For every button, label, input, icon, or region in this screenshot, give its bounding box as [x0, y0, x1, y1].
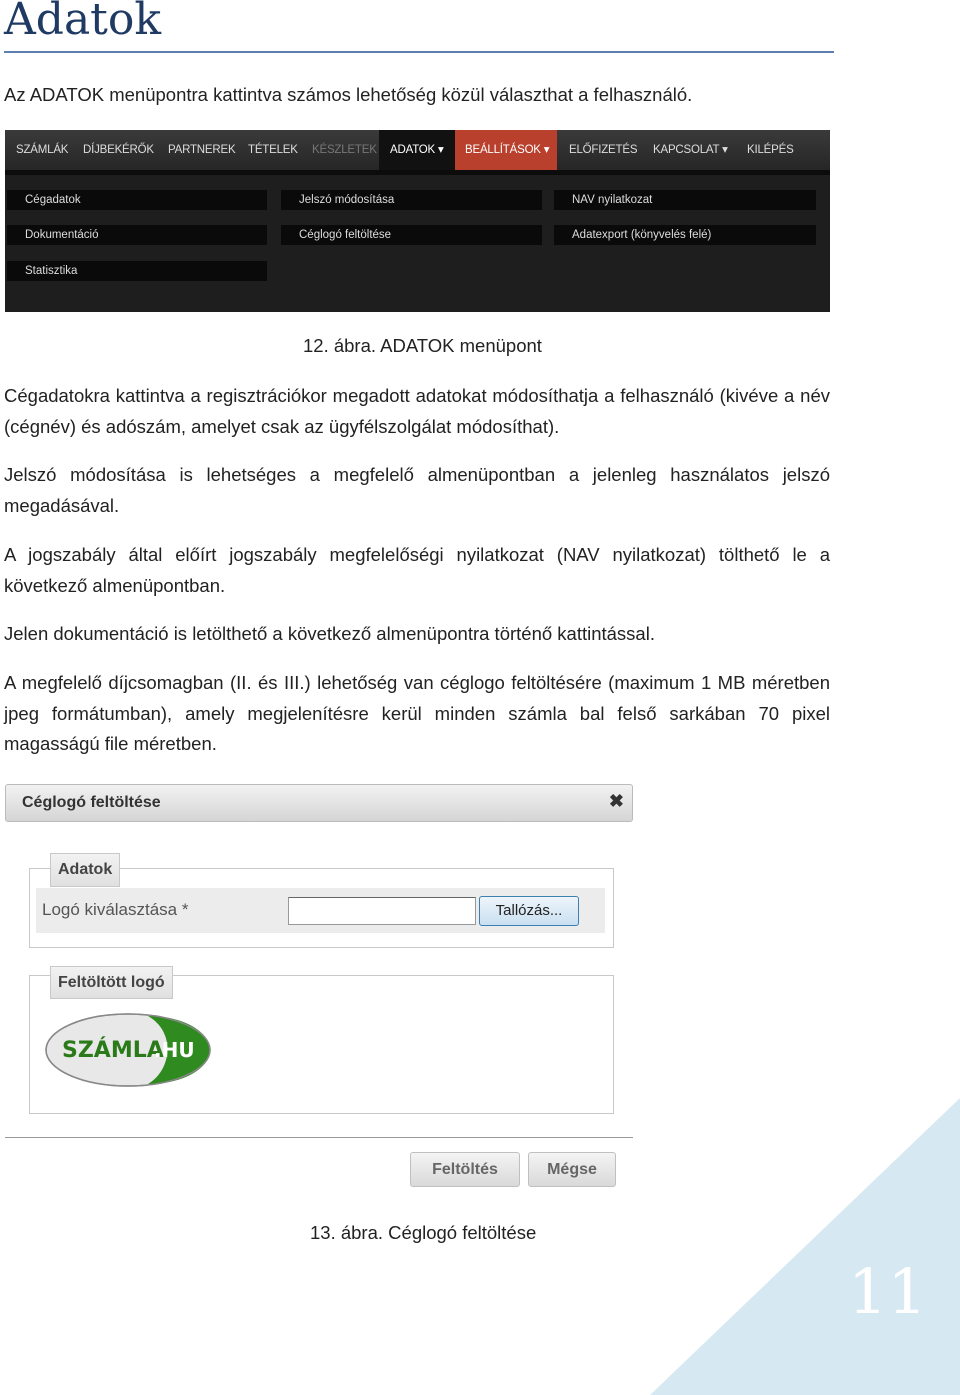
nav-item-adatok[interactable]: ADATOK ▾ [379, 130, 455, 170]
paragraph-jelszo: Jelszó módosítása is lehetséges a megfelelő almenüpontban a jelenleg használatos jelszó megadásával. [4, 464, 830, 516]
submenu-statisztika[interactable]: Statisztika [7, 261, 267, 281]
logo-select-label: Logó kiválasztása * [42, 900, 189, 919]
close-icon[interactable]: ✖ [608, 791, 624, 811]
cancel-button[interactable]: Mégse [528, 1152, 616, 1187]
submenu-jelszo-modositasa[interactable]: Jelszó módosítása [281, 190, 542, 210]
nav-item-szamlak[interactable]: SZÁMLÁK [16, 144, 69, 156]
nav-item-dijbekerok[interactable]: DÍJBEKÉRŐK [83, 144, 154, 156]
browse-button[interactable]: Tallózás... [479, 896, 579, 926]
dialog-title: Céglogó feltöltése [22, 794, 161, 811]
upload-button[interactable]: Feltöltés [410, 1152, 520, 1187]
figure-13-caption: 13. ábra. Céglogó feltöltése [310, 1222, 537, 1243]
intro-paragraph: Az ADATOK menüpontra kattintva számos lehetőség közül választhat a felhasználó. [4, 84, 693, 105]
uploaded-logo-legend: Feltöltött logó [50, 966, 173, 999]
nav-item-partnerek[interactable]: PARTNEREK [168, 144, 236, 156]
nav-item-kilepes[interactable]: KILÉPÉS [747, 144, 794, 156]
nav-item-keszletek[interactable]: KÉSZLETEK [312, 144, 377, 156]
paragraph-nav-nyilatkozat: A jogszabály által előírt jogszabály megfelelőségi nyilatkozat (NAV nyilatkozat) tölthető le a következő almenüpontban. [4, 544, 830, 596]
logo-text-szamla: SZÁMLA [62, 1038, 164, 1063]
submenu-dokumentacio[interactable]: Dokumentáció [7, 225, 267, 245]
submenu-cegadatok[interactable]: Cégadatok [7, 190, 267, 210]
logo-text-hu: .HU [154, 1038, 195, 1062]
nav-item-elofizetes[interactable]: ELŐFIZETÉS [569, 144, 638, 156]
paragraph-ceglogo: A megfelelő díjcsomagban (II. és III.) lehetőség van céglogo feltöltésére (maximum 1 MB méretben jpeg formátumban), amely megjelenítésre kerül minden számla bal felső sarkában 70 pixel magasságú file méretben. [4, 672, 830, 754]
paragraph-dokumentacio: Jelen dokumentáció is letölthető a következő almenüpontra történő kattintással. [4, 623, 655, 644]
figure-12-caption: 12. ábra. ADATOK menüpont [303, 335, 542, 356]
adatok-legend: Adatok [50, 853, 120, 887]
paragraph-cegadatok: Cégadatokra kattintva a regisztrációkor megadott adatokat módosíthatja a felhasználó (kivéve a név (cégnév) és adószám, amelyet csak az ügyfélszolgálat módosíthat). [4, 385, 830, 437]
page-heading: Adatok [4, 0, 162, 45]
submenu-ceglogo-feltoltese[interactable]: Céglogó feltöltése [281, 225, 542, 245]
page-number: 11 [848, 1255, 927, 1328]
nav-item-kapcsolat[interactable]: KAPCSOLAT ▾ [653, 144, 728, 156]
submenu-adatexport[interactable]: Adatexport (könyvelés felé) [554, 225, 816, 245]
nav-item-beallitasok[interactable]: BEÁLLÍTÁSOK ▾ [455, 130, 557, 170]
submenu-nav-nyilatkozat[interactable]: NAV nyilatkozat [554, 190, 816, 210]
nav-item-tetelek[interactable]: TÉTELEK [248, 144, 298, 156]
